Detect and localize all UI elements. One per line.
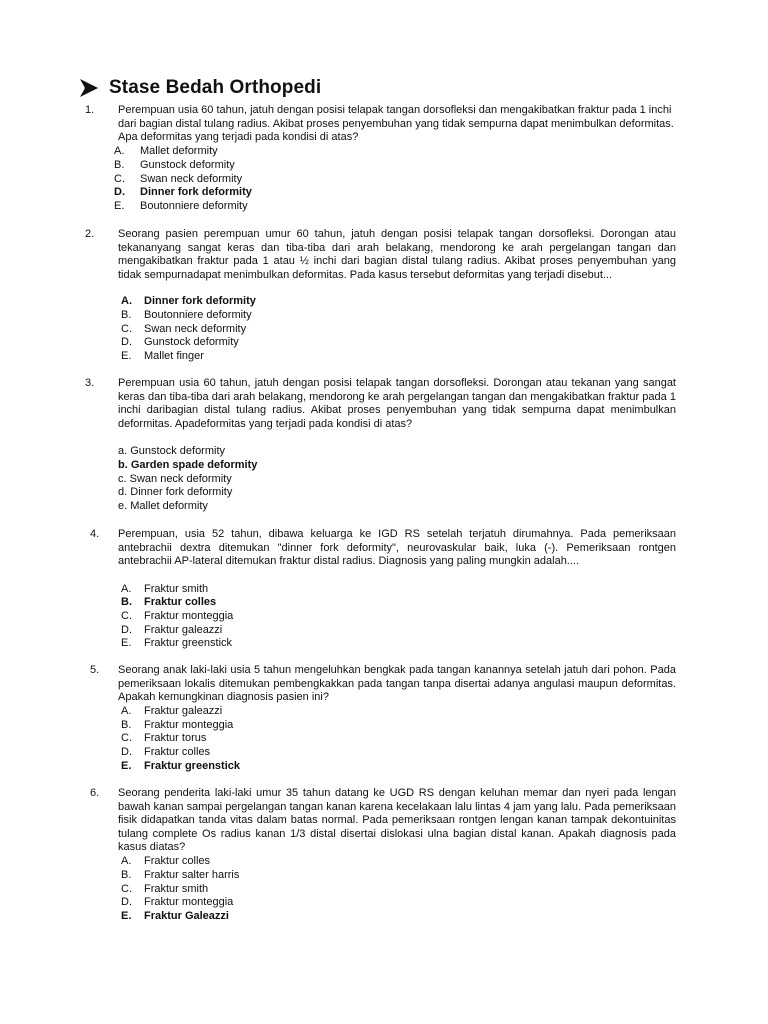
question-number: 1. — [85, 104, 95, 116]
option-text: Mallet deformity — [130, 500, 208, 512]
option-letter: C. — [121, 323, 132, 335]
option-text: Fraktur greenstick — [144, 760, 240, 772]
option-letter: E. — [121, 350, 132, 362]
option-letter: E. — [121, 637, 132, 649]
question-stem: Perempuan usia 60 tahun, jatuh dengan posisi telapak tangan dorsofleksi. Dorongan atau tekanan yang sangat keras dan tiba-tiba dari arah belakang, mendorong ke arah pergelangan tangan dan mengakibatkan fraktur pada 1 inchi daribagian distal tulang radius. Akibat proses penyembuhan yang tidak sempurna dapat menimbulkan deformitas. Apadeformitas yang terjadi pada kondisi di atas? — [118, 377, 676, 430]
option-text: Fraktur smith — [144, 883, 209, 895]
question-number: 6. — [90, 787, 100, 799]
option-text: Mallet deformity — [140, 145, 218, 157]
option-text: Swan neck deformity — [129, 473, 232, 485]
option-text: Fraktur colles — [144, 855, 211, 867]
option-d — [118, 486, 232, 500]
option-letter: A. — [121, 295, 132, 307]
option-text: Fraktur colles — [144, 596, 217, 608]
option-letter: E. — [114, 200, 125, 212]
option-text: Gunstock deformity — [140, 159, 235, 171]
option-letter: E. — [121, 910, 132, 922]
question-number: 5. — [90, 664, 100, 676]
option-letter: C. — [121, 610, 132, 622]
option-text: Fraktur monteggia — [144, 896, 234, 908]
option-text: Garden spade deformity — [130, 459, 258, 471]
option-letter: e. — [118, 500, 128, 512]
option-letter: C. — [121, 732, 132, 744]
option-letter: D. — [121, 624, 132, 636]
option-text: Fraktur torus — [144, 732, 207, 744]
option-letter: c. — [118, 473, 127, 485]
option-letter: d. — [118, 486, 128, 498]
option-text: Fraktur Galeazzi — [144, 910, 229, 922]
question-stem: Seorang anak laki-laki usia 5 tahun mengeluhkan bengkak pada tangan kanannya setelah jatuh dari pohon. Pada pemeriksaan lokalis ditemukan pembengkakkan pada tangan tanpa disertai adanya angulasi maupun deformitas. Apakah kemungkinan diagnosis pasien ini? — [118, 664, 676, 704]
option-letter: a. — [118, 445, 128, 457]
option-text: Dinner fork deformity — [144, 295, 256, 307]
question-stem: Seorang pasien perempuan umur 60 tahun, jatuh dengan posisi telapak tangan dorsofleksi. Dorongan atau tekananyang sangat keras dan tiba-tiba dari arah belakang, mendorong ke arah pergelangan tangan dan mengakibatkan fraktur pada 1 atau ½ inchi dari bagian distal tulang radius. Akibat proses penyembuhan yang tidak sempurnadapat menimbulkan deformitas. Pada kasus tersebut deformitas yang terjadi disebut... — [118, 228, 676, 281]
option-letter: B. — [121, 719, 132, 731]
question-stem: Perempuan usia 60 tahun, jatuh dengan posisi telapak tangan dorsofleksi dan mengakibatkan fraktur pada 1 inchi dari bagian distal tulang radius. Akibat proses penyembuhan yang tidak sempurna dapat menimbulkan deformitas. Apa deformitas yang terjadi pada kondisi di atas? — [118, 104, 674, 144]
option-letter: E. — [121, 760, 132, 772]
option-letter: D. — [121, 746, 132, 758]
option-text: Dinner fork deformity — [140, 186, 252, 198]
option-text: Fraktur colles — [144, 746, 211, 758]
option-text: Gunstock deformity — [144, 336, 239, 348]
page-title: Stase Bedah Orthopedi — [109, 77, 322, 98]
option-text: Fraktur smith — [144, 583, 209, 595]
option-letter: B. — [121, 869, 132, 881]
option-text: Gunstock deformity — [130, 445, 226, 457]
question-number: 2. — [85, 228, 95, 240]
option-letter: A. — [121, 583, 132, 595]
option-letter: D. — [121, 896, 132, 908]
option-letter: D. — [114, 186, 125, 198]
option-text: Swan neck deformity — [140, 173, 243, 185]
option-letter: A. — [114, 145, 125, 157]
option-text: Boutonniere deformity — [140, 200, 248, 212]
option-text: Dinner fork deformity — [130, 486, 233, 498]
option-letter: D. — [121, 336, 132, 348]
question-stem: Seorang penderita laki-laki umur 35 tahun datang ke UGD RS dengan keluhan memar dan nyeri pada lengan bawah kanan sampai pergelangan tangan kanan karena kecelakaan lalu lintas 4 jam yang lalu. Pada pemeriksaan fisik didapatkan tanda vitas dalam batas normal. Pada pemeriksaan rontgen lengan kanan tampak dekontuinitas tulang complete Os radius kanan 1/3 distal disertai dislokasi ulna bagian distal kanan. Apakah diagnosis pada kasus diatas? — [118, 787, 676, 854]
option-e — [118, 500, 208, 514]
option-text: Fraktur monteggia — [144, 610, 234, 622]
option-letter: C. — [114, 173, 125, 185]
section-header — [78, 74, 321, 102]
option-c — [118, 473, 232, 487]
option-letter: B. — [121, 596, 132, 608]
option-a — [118, 445, 225, 459]
option-text: Boutonniere deformity — [144, 309, 252, 321]
option-text: Mallet finger — [144, 350, 204, 362]
arrowhead-bullet-icon — [78, 77, 100, 99]
question-stem: Perempuan, usia 52 tahun, dibawa keluarga ke IGD RS setelah terjatuh dirumahnya. Pada pemeriksaan antebrachii dextra ditemukan "dinner fork deformity", neurovaskular baik, luka (-). Pemeriksaan rontgen antebrachii AP-lateral ditemukan fraktur distal radius. Diagnosis yang paling mungkin adalah.... — [118, 528, 676, 568]
option-text: Fraktur salter harris — [144, 869, 240, 881]
question-number: 3. — [85, 377, 95, 389]
option-letter: b. — [118, 459, 128, 471]
option-text: Fraktur galeazzi — [144, 705, 223, 717]
option-b-correct-answer — [118, 459, 257, 473]
question-number: 4. — [90, 528, 100, 540]
option-letter: B. — [121, 309, 132, 321]
option-text: Fraktur monteggia — [144, 719, 234, 731]
option-text: Fraktur galeazzi — [144, 624, 223, 636]
option-text: Fraktur greenstick — [144, 637, 233, 649]
option-letter: A. — [121, 705, 132, 717]
option-letter: B. — [114, 159, 125, 171]
option-letter: C. — [121, 883, 132, 895]
option-letter: A. — [121, 855, 132, 867]
option-text: Swan neck deformity — [144, 323, 247, 335]
